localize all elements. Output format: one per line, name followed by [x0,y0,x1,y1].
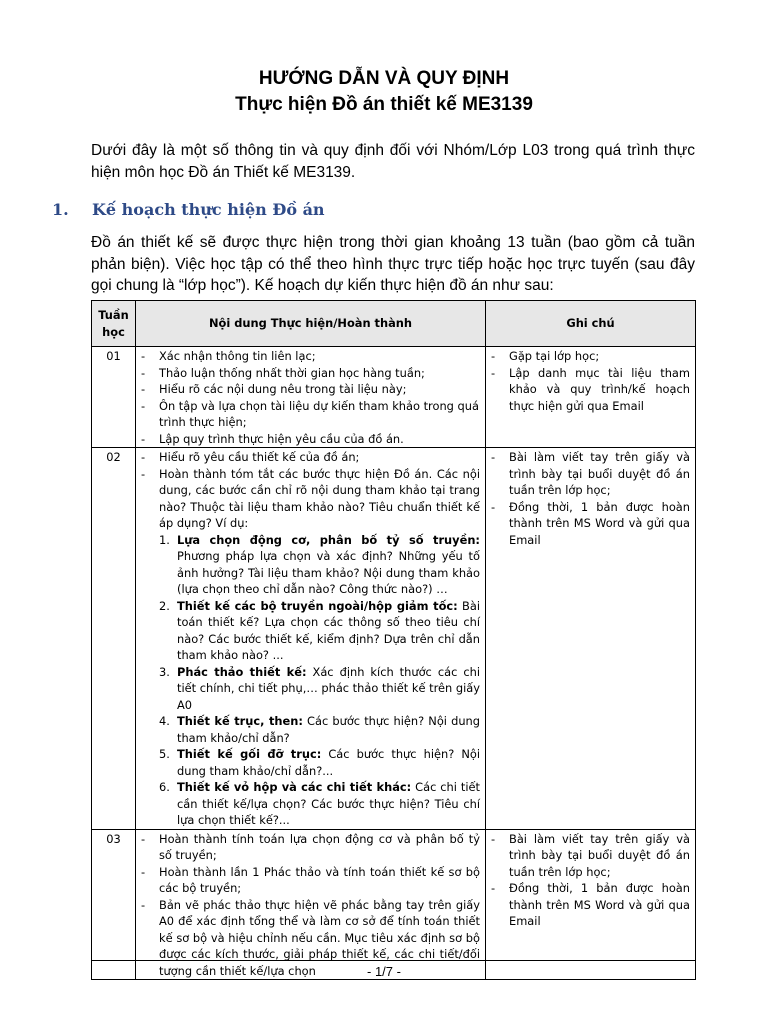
section-paragraph: Đồ án thiết kế sẽ được thực hiện trong thời gian khoảng 13 tuần (bao gồm cả tuần phản biện). Việc học tập có thể theo hình thực trực tiếp hoặc học trực tuyến (sau đây gọi chung là “lớp học”). Kế hoạch dự kiến thực hiện đồ án như sau: [91,234,695,294]
footer-divider [91,960,695,961]
sub-list-item: 2. Thiết kế các bộ truyền ngoài/hộp giảm tốc: Bài toán thiết kế? Lựa chọn các thông số theo tiêu chí nào? Các bước thiết kế, kiểm định? Dựa trên chỉ dẫn tham khảo nào? ... [159,598,480,662]
note-item: - Bài làm viết tay trên giấy và trình bày tại buổi duyệt đồ án tuần trên lớp học; [491,831,690,881]
week-cell: 03 [92,829,136,980]
sub-list [159,532,480,829]
note-item: - Lập danh mục tài liệu tham khảo và quy trình/kế hoạch thực hiện gửi qua Email [491,365,690,415]
header-note: Ghi chú [486,301,696,347]
plan-table [91,300,696,980]
note-item: - Gặp tại lớp học; [491,348,690,365]
list-item: - Thảo luận thống nhất thời gian học hàng tuần; [141,365,480,382]
list-item: - Bản vẽ phác thảo thực hiện vẽ phác bằng tay trên giấy A0 để xác định tổng thể và làm cơ sở để tính toán thiết kế sơ bộ và hiệu chỉnh nếu cần. Mục tiêu xác định sơ bộ được các kích thước, giải pháp thiết kế, các chi tiết/đối tượng cần thiết kế/lựa chọn [141,897,480,980]
note-cell [486,829,696,980]
table-row [92,448,696,830]
sub-list-item: 6. Thiết kế vỏ hộp và các chi tiết khác: Các chi tiết cần thiết kế/lựa chọn? Các bước thực hiện? Tiêu chí lựa chọn thiết kế?... [159,780,480,827]
section-heading-text: Kế hoạch thực hiện Đồ án [92,200,325,219]
list-item: - Xác nhận thông tin liên lạc; [141,348,480,365]
note-cell [486,347,696,448]
page-number: - 1/7 - [367,964,401,979]
note-item: - Đồng thời, 1 bản được hoàn thành trên MS Word và gửi qua Email [491,499,690,549]
sub-list-item: 4. Thiết kế trục, then: Các bước thực hiện? Nội dung tham khảo/chỉ dẫn? [159,714,480,745]
list-item-text: Hoàn thành tóm tắt các bước thực hiện Đồ án. Các nội dung, các bước cần chỉ rõ nội dung tham khảo tại trang nào? Thuộc tài liệu tham khảo nào? Tiêu chuẩn thiết kế áp dụng? Ví dụ: [159,466,480,530]
list-item [141,466,480,829]
list-item: - Lập quy trình thực hiện yêu cầu của đồ án. [141,431,480,448]
content-cell [136,829,486,980]
content-cell [136,448,486,830]
sub-list-item: 3. Phác thảo thiết kế: Xác định kích thước các chi tiết chính, chi tiết phụ,… phác thảo thiết kế trên giấy A0 [159,664,480,712]
section-heading [52,200,325,219]
sub-list-item: 5. Thiết kế gối đỡ trục: Các bước thực hiện? Nội dung tham khảo/chỉ dẫn?... [159,747,480,778]
section-number: 1. [52,200,69,219]
header-content: Nội dung Thực hiện/Hoàn thành [136,301,486,347]
table-row [92,829,696,980]
list-item: - Hiểu rõ yêu cầu thiết kế của đồ án; [141,449,480,466]
table-row [92,347,696,448]
document-title: HƯỚNG DẪN VÀ QUY ĐỊNH [258,68,510,89]
list-item: - Hiểu rõ các nội dung nêu trong tài liệu này; [141,381,480,398]
intro-paragraph: Dưới đây là một số thông tin và quy định đối với Nhóm/Lớp L03 trong quá trình thực hiện môn học Đồ án Thiết kế ME3139. [91,142,695,181]
sub-list-item: 1. Lựa chọn động cơ, phân bố tỷ số truyền: Phương pháp lựa chọn và xác định? Những yếu tố ảnh hưởng? Tài liệu tham khảo? Nội dung tham khảo (lựa chọn theo chỉ dẫn nào? Công thức nào?) … [159,532,480,596]
note-item: - Đồng thời, 1 bản được hoàn thành trên MS Word và gửi qua Email [491,880,690,930]
header-week: Tuần học [92,301,136,347]
list-item: - Hoàn thành tính toán lựa chọn động cơ và phân bố tỷ số truyền; [141,831,480,864]
list-item: - Ôn tập và lựa chọn tài liệu dự kiến tham khảo trong quá trình thực hiện; [141,398,480,431]
week-cell: 02 [92,448,136,830]
document-subtitle: Thực hiện Đồ án thiết kế ME3139 [235,94,533,115]
note-item: - Bài làm viết tay trên giấy và trình bày tại buổi duyệt đồ án tuần trên lớp học; [491,449,690,499]
list-item: - Hoàn thành lần 1 Phác thảo và tính toán thiết kế sơ bộ các bộ truyền; [141,864,480,897]
content-cell [136,347,486,448]
note-cell [486,448,696,830]
week-cell: 01 [92,347,136,448]
table-header-row [92,301,696,347]
